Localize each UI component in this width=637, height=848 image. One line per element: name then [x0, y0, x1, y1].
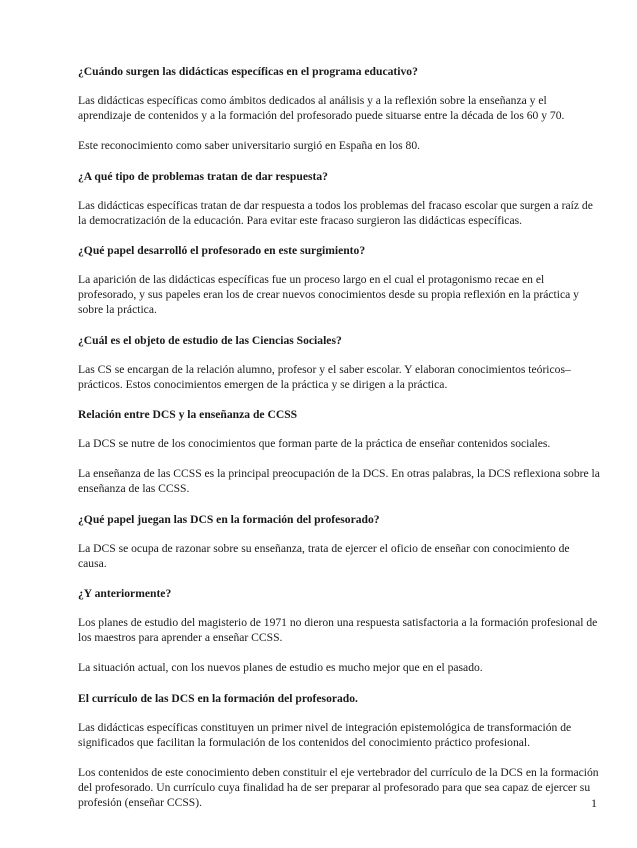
document-page — [78, 64, 600, 826]
section-1 — [78, 64, 600, 154]
paragraph: La situación actual, con los nuevos planes de estudio es mucho mejor que en el pasado. — [78, 661, 483, 675]
paragraph: Las didácticas específicas como ámbitos dedicados al análisis y a la reflexión sobre la enseñanza y el aprendizaje de contenidos y a la formación del profesorado puede situarse entre la década de los 60 y 70. — [78, 94, 565, 123]
section-heading: ¿Qué papel desarrolló el profesorado en este surgimiento? — [78, 244, 366, 258]
section-heading: ¿Cuándo surgen las didácticas específicas en el programa educativo? — [78, 65, 418, 78]
section-5 — [78, 407, 600, 497]
section-heading: Relación entre DCS y la enseñanza de CCSS — [78, 408, 298, 422]
paragraph: La enseñanza de las CCSS es la principal preocupación de la DCS. En otras palabras, la DCS reflexiona sobre la enseñanza de las CCSS. — [78, 467, 600, 496]
section-3 — [78, 243, 600, 318]
paragraph: La DCS se nutre de los conocimientos que forman parte de la práctica de enseñar contenidos sociales. — [78, 437, 551, 451]
paragraph: La aparición de las didácticas específicas fue un proceso largo en el cual el protagonismo recae en el profesorado, y sus papeles eran los de crear nuevos conocimientos desde su propia reflexión en la práctica y sobre la práctica. — [78, 273, 579, 317]
section-4 — [78, 333, 600, 392]
paragraph: Este reconocimiento como saber universitario surgió en España en los 80. — [78, 139, 421, 153]
section-heading: ¿Cuál es el objeto de estudio de las Ciencias Sociales? — [78, 333, 342, 347]
section-heading: ¿Y anteriormente? — [78, 587, 172, 601]
paragraph: Las CS se encargan de la relación alumno, profesor y el saber escolar. Y elaboran conocimientos teóricos–prácticos. Estos conocimientos emergen de la práctica y se dirigen a la práctica. — [78, 362, 571, 391]
paragraph: Las didácticas específicas constituyen un primer nivel de integración epistemológica de transformación de significados que facilitan la formulación de los contenidos del conocimiento práctico profesional. — [78, 720, 572, 749]
page-number: 1 — [591, 796, 597, 810]
section-heading: El currículo de las DCS en la formación del profesorado. — [78, 691, 358, 705]
paragraph: Los planes de estudio del magisterio de 1971 no dieron una respuesta satisfactoria a la formación profesional de los maestros para aprender a enseñar CCSS. — [78, 616, 598, 645]
section-2 — [78, 169, 600, 228]
paragraph: Los contenidos de este conocimiento deben constituir el eje vertebrador del currículo de la DCS en la formación del profesorado. Un currículo cuya finalidad ha de ser preparar al profesorado para que sea capaz de ejercer su profesión (enseñar CCSS). — [78, 766, 599, 810]
section-7 — [78, 586, 600, 676]
section-heading: ¿A qué tipo de problemas tratan de dar respuesta? — [78, 169, 328, 183]
section-8 — [78, 691, 600, 811]
paragraph: La DCS se ocupa de razonar sobre su enseñanza, trata de ejercer el oficio de enseñar con conocimiento de causa. — [78, 541, 570, 570]
section-heading: ¿Qué papel juegan las DCS en la formación del profesorado? — [78, 512, 380, 526]
section-6 — [78, 512, 600, 571]
paragraph: Las didácticas específicas tratan de dar respuesta a todos los problemas del fracaso escolar que surgen a raíz de la democratización de la educación. Para evitar este fracaso surgieron las didácticas específicas. — [78, 198, 593, 227]
